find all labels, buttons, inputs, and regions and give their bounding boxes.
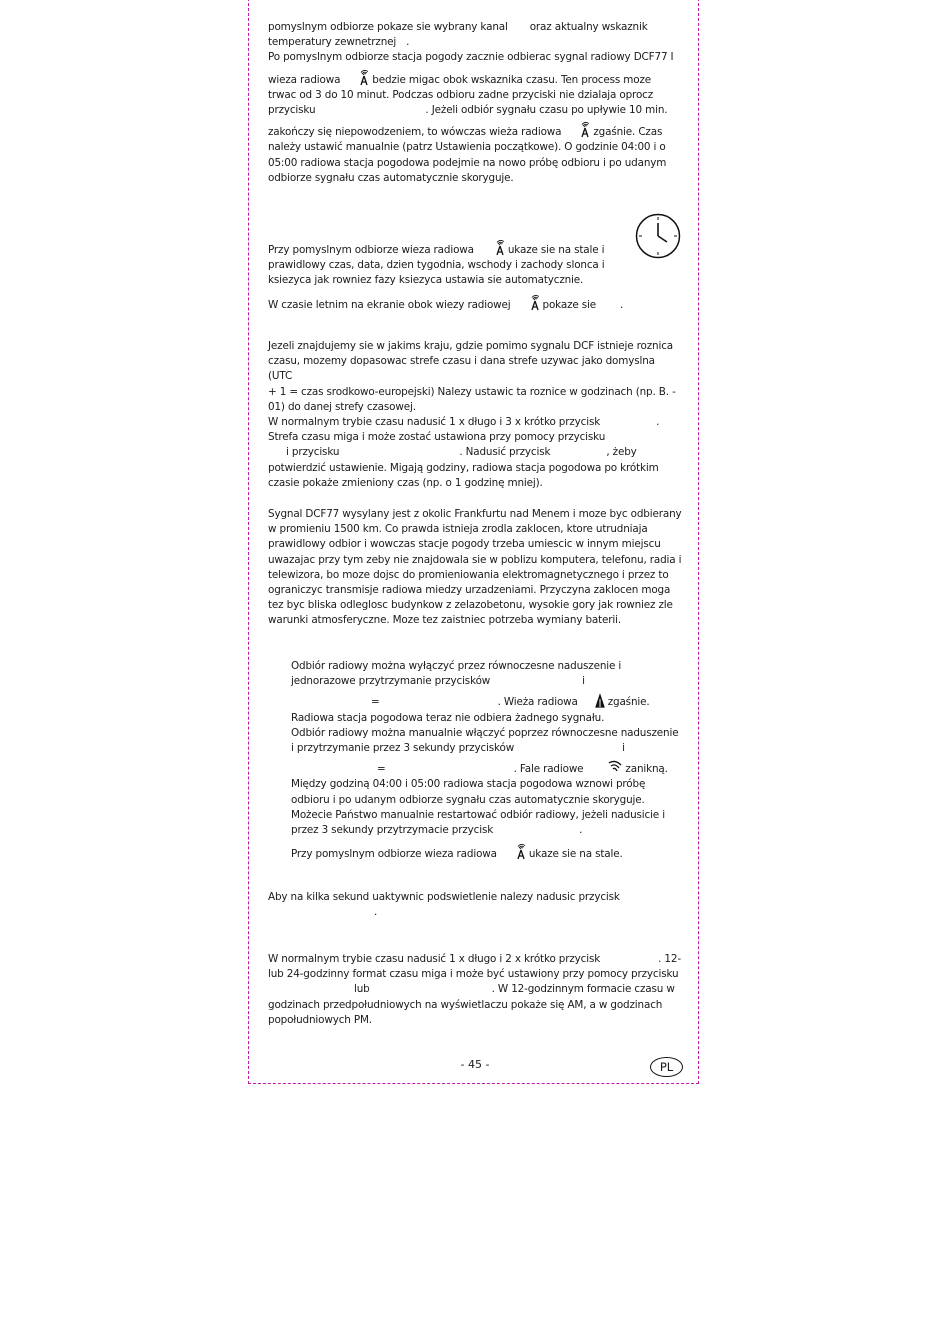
radio-tower-icon bbox=[529, 295, 541, 311]
radio-tower-icon bbox=[515, 844, 527, 860]
text-line: Sygnal DCF77 wysylany jest z okolic Frankfurtu nad Menem i moze byc odbierany bbox=[268, 508, 682, 520]
language-badge: PL bbox=[650, 1057, 683, 1077]
text-line: odbioru i po udanym odbiorze sygnału czas automatycznie skoryguje. bbox=[291, 793, 645, 806]
reception-section bbox=[268, 20, 682, 186]
text-line: i bbox=[582, 675, 585, 688]
text-line: potwierdzić ustawienie. Migają godziny, radiowa stacja pogodowa po krótkim bbox=[268, 461, 659, 474]
text-line: zakończy się niepowodzeniem, to wówczas wieża radiowa bbox=[268, 126, 562, 139]
time-format-section bbox=[268, 952, 682, 1028]
text-line: ksiezyca jak rowniez fazy ksiezyca ustawia sie automatycznie. bbox=[268, 274, 584, 287]
text-line: 01) do danej strefy czasowej. bbox=[268, 400, 416, 413]
text-line: Między godziną 04:00 i 05:00 radiowa stacja pogodowa wznowi próbę bbox=[291, 778, 646, 791]
radio-tower-off-icon bbox=[594, 692, 606, 708]
reception-tips-section bbox=[268, 507, 682, 629]
text-line: 05:00 radiowa stacja pogodowa podejmie na nowo próbę odbioru i po udanym bbox=[268, 156, 667, 169]
text-line: , żeby bbox=[606, 446, 637, 459]
text-line: popołudniowych PM. bbox=[268, 1013, 372, 1026]
text-line: warunki atmosferyczne. Moze tez zaistniec potrzeba wymiany baterii. bbox=[268, 614, 622, 627]
text-line: temperatury zewnetrznej bbox=[268, 36, 397, 49]
text-line: Po pomyslnym odbiorze stacja pogody zacznie odbierac sygnal radiowy DCF77 I bbox=[268, 51, 674, 64]
text-line: . bbox=[620, 298, 624, 311]
text-line: prawidlowy czas, data, dzien tygodnia, wschody i zachody slonca i bbox=[268, 259, 605, 272]
text-line: . W 12-godzinnym formacie czasu w bbox=[491, 983, 675, 996]
text-line: = bbox=[371, 696, 380, 709]
text-line: . bbox=[406, 36, 410, 49]
radio-time-section bbox=[268, 240, 682, 313]
text-line: tez byc bliska odleglosc budynkow z zelazobetonu, wysokie gory jak rowniez zle bbox=[268, 599, 673, 612]
text-line: i bbox=[622, 742, 625, 755]
backlight-section bbox=[268, 890, 682, 920]
text-line: przez 3 sekundy przytrzymacie przycisk bbox=[291, 824, 494, 837]
text-line: i przytrzymanie przez 3 sekundy przycisków bbox=[291, 742, 515, 755]
text-line: W normalnym trybie czasu nadusić 1 x długo i 2 x krótko przycisk bbox=[268, 953, 601, 965]
text-line: . Wieża radiowa bbox=[497, 696, 578, 709]
radio-tower-icon bbox=[494, 240, 506, 256]
text-line: godzinach przedpołudniowych na wyświetlaczu pokaże się AM, a w godzinach bbox=[268, 998, 663, 1011]
text-line: ograniczyc transmisje radiowa miedzy urzadzeniami. Przyczyna zaklocen moga bbox=[268, 584, 671, 597]
text-line: Przy pomyslnym odbiorze wieza radiowa bbox=[268, 244, 474, 256]
text-line: Aby na kilka sekund uaktywnic podswietlenie nalezy nadusic przycisk bbox=[268, 891, 620, 903]
text-line: Możecie Państwo manualnie restartować odbiór radiowy, jeżeli nadusicie i bbox=[291, 808, 665, 821]
radio-onoff-section bbox=[291, 659, 682, 862]
radio-tower-icon bbox=[579, 122, 591, 138]
text-line: Odbiór radiowy można manualnie włączyć poprzez równoczesne naduszenie bbox=[291, 726, 679, 739]
text-line: w promieniu 1500 km. Co prawda istnieja zrodla zaklocen, ktore utrudniaja bbox=[268, 523, 648, 536]
text-line: lub bbox=[354, 983, 370, 996]
text-line: Odbiór radiowy można wyłączyć przez równoczesne naduszenie i bbox=[291, 660, 622, 672]
text-line: ukaze sie na stale. bbox=[528, 848, 623, 861]
text-line: telewizora, bo moze dojsc do promieniowania elektromagnetycznego i przez to bbox=[268, 568, 669, 581]
text-line: zgaśnie. bbox=[607, 696, 650, 709]
page-number: - 45 - bbox=[460, 1058, 490, 1071]
text-line: i przycisku bbox=[286, 446, 340, 459]
text-line: ukaze sie na stale i bbox=[507, 244, 605, 256]
text-line: = bbox=[377, 763, 386, 776]
radio-tower-icon bbox=[358, 70, 370, 86]
text-line: Przy pomyslnym odbiorze wieza radiowa bbox=[291, 848, 497, 861]
text-line: zgaśnie. Czas bbox=[593, 126, 663, 139]
text-line: odbiorze sygnału czas automatycznie skoryguje. bbox=[268, 171, 514, 184]
text-line: czasu, mozemy dopasowac strefe czasu i dana strefe uzywac jako domyslna (UTC bbox=[268, 355, 655, 383]
text-line: Strefa czasu miga i może zostać ustawiona przy pomocy przycisku bbox=[268, 431, 606, 444]
text-line: jednorazowe przytrzymanie przycisków bbox=[291, 675, 491, 688]
text-line: pomyslnym odbiorze pokaze sie wybrany kanal bbox=[268, 21, 508, 33]
text-line: W czasie letnim na ekranie obok wiezy radiowej bbox=[268, 298, 511, 311]
text-line: należy ustawić manualnie (patrz Ustawienia początkowe). O godzinie 04:00 i o bbox=[268, 141, 666, 154]
text-line: . bbox=[579, 824, 583, 837]
text-line: Radiowa stacja pogodowa teraz nie odbiera żadnego sygnału. bbox=[291, 711, 605, 724]
text-line: pokaze sie bbox=[542, 298, 597, 311]
text-line: + 1 = czas srodkowo-europejski) Nalezy ustawic ta roznice w godzinach (np. B. - bbox=[268, 385, 676, 398]
text-line: . bbox=[374, 906, 378, 919]
timezone-section bbox=[268, 339, 682, 491]
text-line: trwac od 3 do 10 minut. Podczas odbioru zadne przyciski nie dzialaja oprocz bbox=[268, 88, 654, 101]
text-line: przycisku bbox=[268, 104, 316, 117]
text-line: . Nadusić przycisk bbox=[459, 446, 551, 459]
text-line: . 12- bbox=[658, 953, 681, 965]
text-line: Jezeli znajdujemy sie w jakims kraju, gdzie pomimo sygnalu DCF istnieje roznica bbox=[268, 340, 674, 352]
radio-waves-icon bbox=[607, 759, 623, 775]
text-line: czasie pokaże zmieniony czas (np. o 1 godzinę mniej). bbox=[268, 476, 543, 489]
text-line: lub 24-godzinny format czasu miga i może być ustawiony przy pomocy przycisku bbox=[268, 968, 679, 981]
text-line: . Fale radiowe bbox=[513, 763, 584, 776]
text-line: uwazajac przy tym zeby nie znajdowala sie w poblizu komputera, telefonu, radia i bbox=[268, 553, 682, 566]
text-line: . bbox=[656, 416, 660, 429]
text-line: oraz aktualny wskaznik bbox=[529, 21, 648, 33]
text-line: W normalnym trybie czasu nadusić 1 x długo i 3 x krótko przycisk bbox=[268, 416, 601, 429]
text-line: wieza radiowa bbox=[268, 73, 341, 86]
text-line: . Jeżeli odbiór sygnału czasu po upływie 10 min. bbox=[425, 104, 668, 117]
text-line: bedzie migac obok wskaznika czasu. Ten process moze bbox=[372, 73, 651, 86]
text-line: zanikną. bbox=[625, 763, 668, 776]
text-line: prawidlowy odbior i wowczas stacje pogody trzeba umiescic w innym miejscu bbox=[268, 538, 661, 551]
